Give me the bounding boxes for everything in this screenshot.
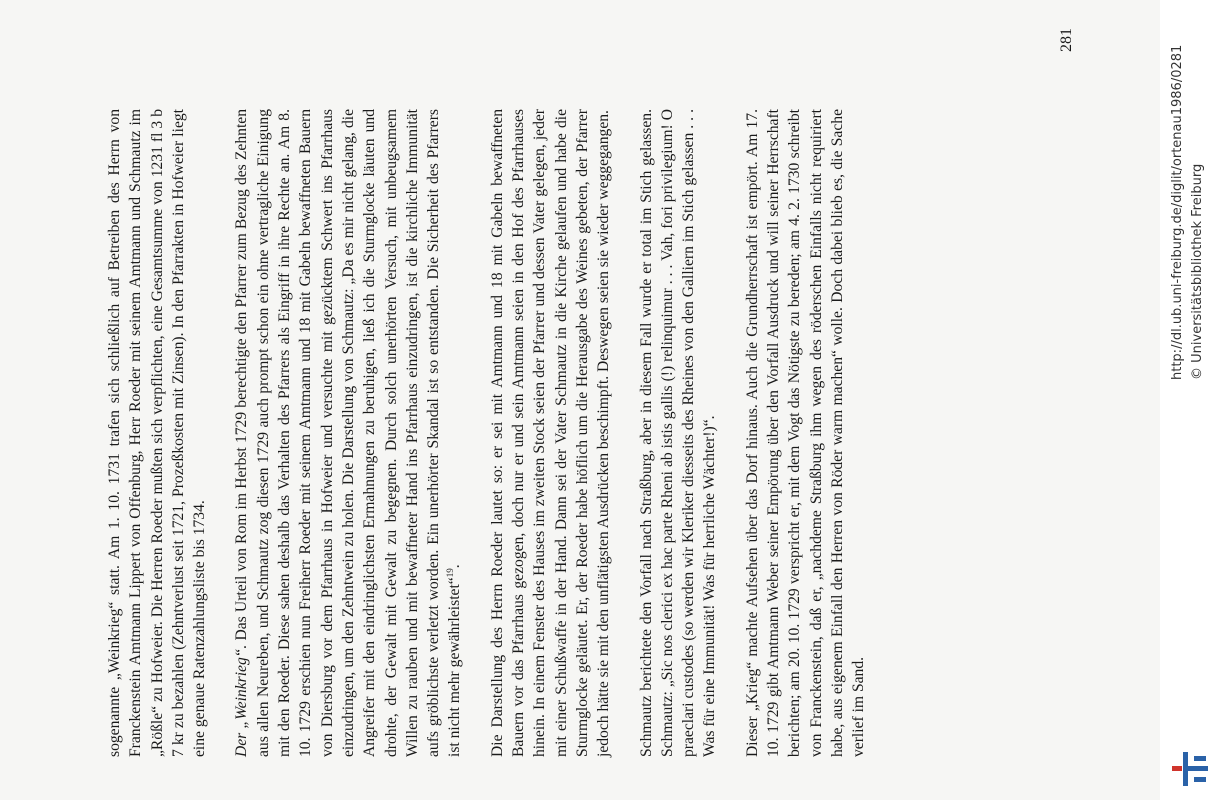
paragraph-2-tail: . xyxy=(446,564,464,569)
footnote-marker: 19 xyxy=(445,568,456,578)
paragraph-5-text: Dieser „Krieg“ machte Aufsehen über das Dorf hinaus. Auch die Grundherrschaft ist empört. Am 17. 10. 1729 gibt Amtmann Weber seiner Empörung über den Vorfall Ausdruck und will seiner Herrschaft berichten; am 20. 10. 1729 verspricht er, mit dem Vogt das Nötigste zu bereden; am 4. 2. 1730 schreibt von Franckenstein, daß er, „nachdeme Straßburg ihm wegen des röderschen Einfalls nicht requiriert habe, aus eigenem Einfall den Herren von Röder warm machen“ wolle. Doch dabei blieb es, die Sache verlief im Sand. xyxy=(743,109,868,757)
source-url-link[interactable]: http://dl.ub.uni-freiburg.de/diglit/ortenau1986/0281 xyxy=(1170,44,1185,380)
paragraph-3-text: Die Darstellung des Herrn Roeder lautet so: er sei mit Amtmann und 18 mit Gabeln bewaffneten Bauern vor das Pfarrhaus gezogen, doch nur er und sein Amtmann seien in den Hof des Pfarrhauses hinein. In einem Fenster des Hauses im zweiten Stock seien der Pfarrer und dessen Vater gelegen, jeder mit einer Schußwaffe in der Hand. Dann sei der Vater Schmautz in die Kirche gelaufen und habe die Sturmglocke geläutet. Er, der Roeder habe höflich um die Herausgabe des Weines gebeten, der Pfarrer jedoch hätte sie mit den unflätigsten Ausdrücken beschimpft. Deswegen seien sie wieder weggegangen. xyxy=(488,109,613,757)
paragraph-1-text: sogenannte „Weinkrieg“ statt. Am 1. 10. 1731 trafen sich schließlich auf Betreiben des Herrn von Franckenstein Amtmann Lippert von Offenburg, Herr Roeder mit seinem Amtmann und Schmautz im „Rößle“ zu Hofweier. Die Herren Roeder mußten sich verpflichten, eine Gesamtsumme von 1231 fl 3 b 7 kr zu bezahlen (Zehntverlust seit 1721, Prozeßkosten mit Zinsen). In den Pfarrakten in Hofweier liegt eine genaue Ratenzahlungsliste bis 1734. xyxy=(106,109,209,757)
paragraph-5 xyxy=(742,109,870,757)
page-text-block xyxy=(104,109,891,757)
paragraph-3 xyxy=(487,109,615,757)
section-heading-weinkrieg: Der „Weinkrieg“. xyxy=(233,644,251,757)
paragraph-4-text: Schmautz berichtete den Vorfall nach Straßburg, aber in diesem Fall wurde er total im Stich gelassen. Schmautz: „Sic nos clerici ex hac parte Rheni ab istis gallis (!) relinquimur . . . Vah, fori privilegium! O praeclari custodes (so werden wir Kleriker diesseits des Rheines von den Galliern im Stich gelassen . . . Was für eine Immunität! Was für herrliche Wächter!)“. xyxy=(637,109,719,757)
paragraph-1 xyxy=(104,109,210,757)
page-number: 281 xyxy=(1058,28,1075,52)
copyright-notice: © Universitätsbibliothek Freiburg xyxy=(1190,163,1205,380)
paragraph-2-text: Das Urteil von Rom im Herbst 1729 berechtigte den Pfarrer zum Bezug des Zehnten aus allen Neureben, und Schmautz zog diesen 1729 auch prompt schon ein ohne vertragliche Einigung mit den Roeder. Diese sahen deshalb das Verhalten des Pfarrers als Eingriff in ihre Rechte an. Am 8. 10. 1729 erschien nun Freiherr Roeder mit seinem Amtmann und 18 mit Gabeln bewaffneten Bauern von Diersburg vor dem Pfarrhaus in Hofweier und versuchte mit gezücktem Schwert ins Pfarrhaus einzudringen, um den Zehntwein zu holen. Die Darstellung von Schmautz: „Da es mir nicht gelang, die Angreifer mit den eindringlichsten Ermahnungen zu beruhigen, ließ ich die Sturmglocke läuten und drohte, der Gewalt mit Gewalt zu begegnen. Durch solch unerhörten Versuch, mit unbeugsamem Willen zu rauben und mit bewaffneter Hand ins Pfarrhaus einzudringen, ist die kirchliche Immunität aufs gröblichste verletzt worden. Ein unerhörter Skandal ist so entstanden. Die Sicherheit des Pfarrers ist nicht mehr gewährleistet“ xyxy=(233,109,464,757)
paragraph-2 xyxy=(231,109,465,757)
library-margin-strip xyxy=(1160,0,1220,800)
paragraph-4 xyxy=(636,109,721,757)
rotated-margin-content xyxy=(1160,0,1220,800)
library-logo-icon xyxy=(1170,752,1210,786)
